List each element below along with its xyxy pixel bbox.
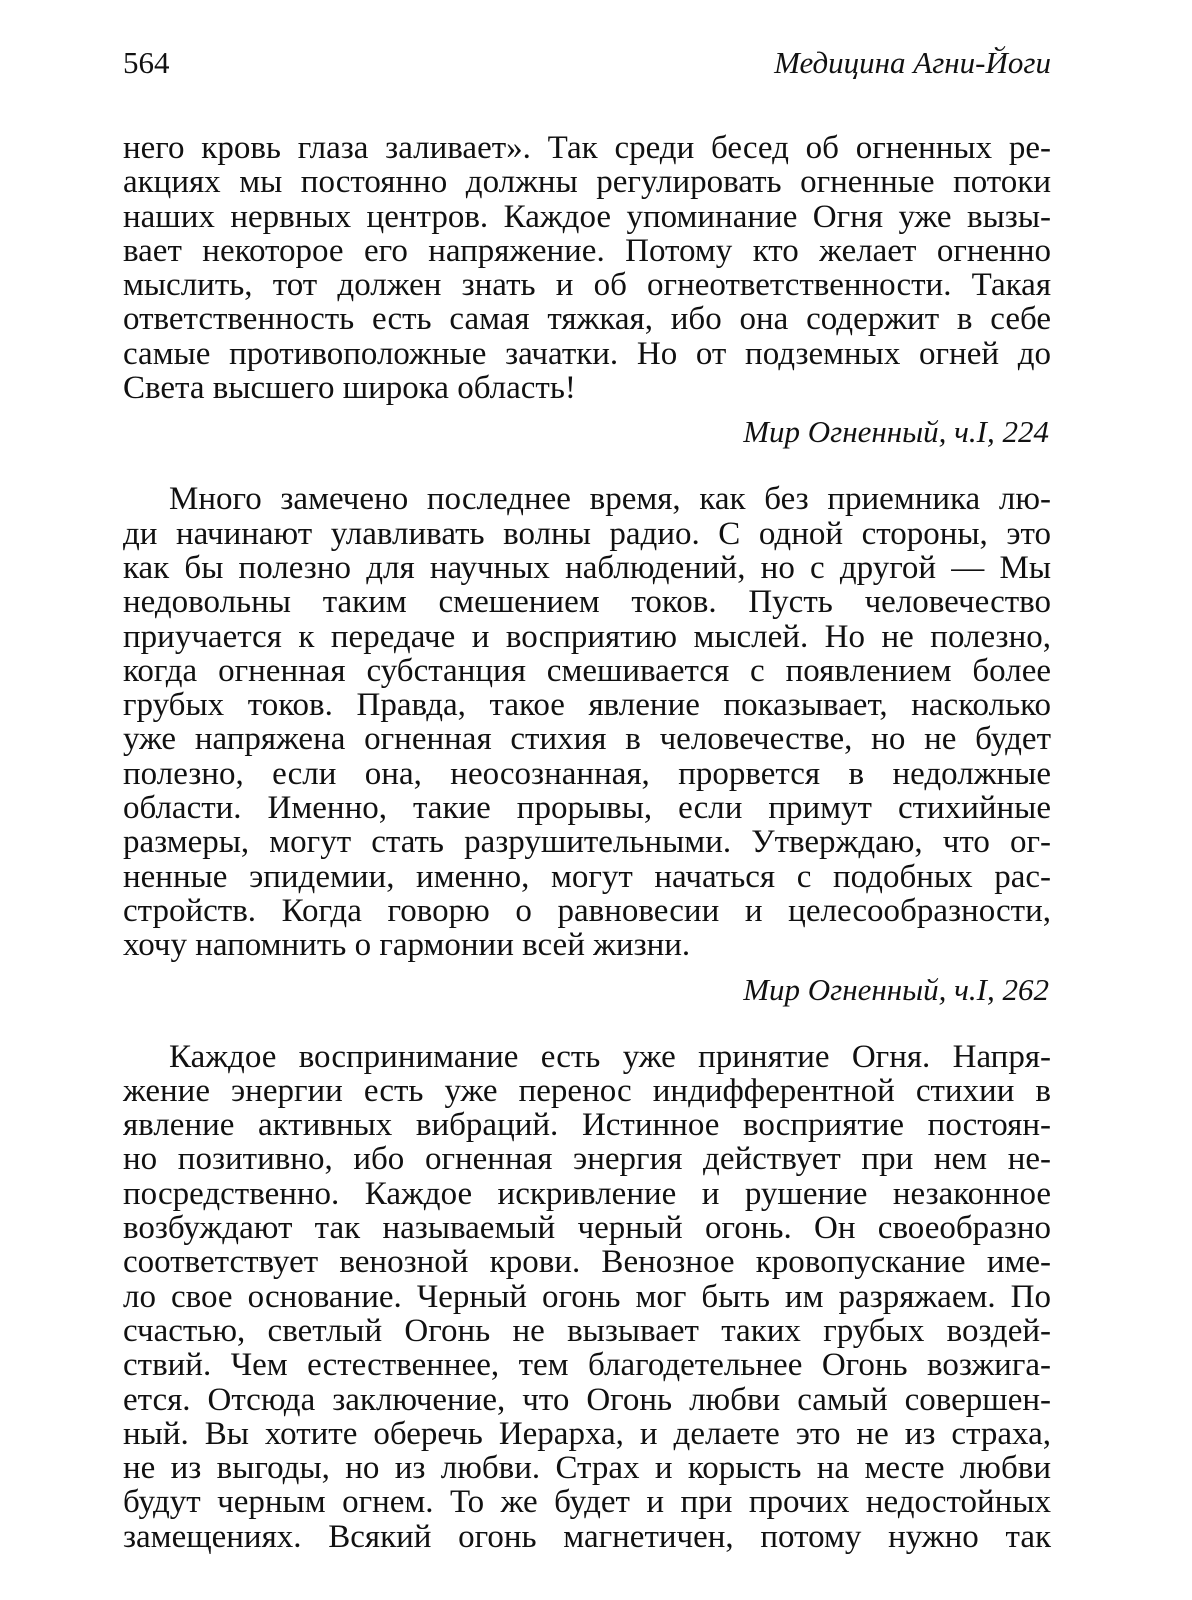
page-number: 564: [123, 45, 170, 80]
text-line: возбуждают так называемый черный огонь. Он своеобразно: [123, 1210, 1051, 1247]
source-citation: Мир Огненный, ч.I, 262: [743, 971, 1049, 1007]
source-citation: Мир Огненный, ч.I, 224: [743, 414, 1049, 450]
text-line: уже напряжена огненная стихия в человечестве, но не будет: [123, 721, 1051, 758]
text-line: будут черным огнем. То же будет и при прочих недостойных: [123, 1484, 1051, 1521]
text-line: самые противоположные зачатки. Но от подземных огней до: [123, 335, 1051, 372]
text-line: ответственность есть самая тяжкая, ибо она содержит в себе: [123, 301, 1051, 338]
text-line: Много замечено последнее время, как без приемника лю-: [169, 481, 1051, 518]
text-line: него кровь глаза заливает». Так среди бесед об огненных ре-: [123, 130, 1051, 166]
book-page: [123, 40, 1051, 1554]
text-line: ненные эпидемии, именно, могут начаться с подобных рас-: [123, 858, 1051, 895]
text-line: области. Именно, такие прорывы, если примут стихийные: [123, 790, 1051, 827]
text-line: полезно, если она, неосознанная, прорвется в недолжные: [123, 755, 1051, 792]
text-line: Света высшего широка область!: [123, 370, 576, 407]
paragraph-2: [123, 482, 1051, 1006]
text-line: хочу напомнить о гармонии всей жизни.: [123, 927, 691, 964]
text-line: стройств. Когда говорю о равновесии и целесообразности,: [123, 892, 1051, 929]
text-line: соответствует венозной крови. Венозное кровопускание име-: [123, 1244, 1051, 1281]
text-line: посредственно. Каждое искривление и рушение незаконное: [123, 1175, 1051, 1212]
text-line: счастью, светлый Огонь не вызывает таких грубых воздей-: [123, 1312, 1051, 1349]
text-line: ди начинают улавливать волны радио. С одной стороны, это: [123, 515, 1051, 552]
running-header: [123, 40, 1051, 86]
text-line: акциях мы постоянно должны регулировать огненные потоки: [123, 164, 1051, 201]
text-line: ствий. Чем естественнее, тем благодетельнее Огонь возжига-: [123, 1347, 1051, 1384]
text-line: мыслить, тот должен знать и об огнеответственности. Такая: [123, 267, 1051, 304]
text-line: ло свое основание. Черный огонь мог быть им разряжаем. По: [123, 1278, 1051, 1315]
text-line: но позитивно, ибо огненная энергия действует при нем не-: [123, 1141, 1051, 1178]
text-line: жение энергии есть уже перенос индифферентной стихии в: [123, 1072, 1051, 1109]
text-line: грубых токов. Правда, такое явление показывает, насколько: [123, 687, 1051, 724]
text-line: недовольны таким смешением токов. Пусть человечество: [123, 584, 1051, 621]
text-line: наших нервных центров. Каждое упоминание Огня уже вызы-: [123, 198, 1051, 235]
text-line: явление активных вибраций. Истинное восприятие постоян-: [123, 1107, 1051, 1144]
text-line: как бы полезно для научных наблюдений, но с другой — Мы: [123, 549, 1051, 586]
paragraph-1: [123, 131, 1051, 449]
text-line: размеры, могут стать разрушительными. Утверждаю, что ог-: [123, 824, 1051, 861]
text-line: вает некоторое его напряжение. Потому кто желает огненно: [123, 232, 1051, 269]
text-line: замещениях. Всякий огонь магнетичен, потому нужно так: [123, 1518, 1051, 1555]
book-title: Медицина Агни-Йоги: [774, 45, 1051, 80]
text-block: [123, 131, 1051, 1554]
text-line: Каждое воспринимание есть уже принятие Огня. Напря-: [169, 1038, 1051, 1075]
paragraph-3: [123, 1040, 1051, 1554]
text-line: не из выгоды, но из любви. Страх и корысть на месте любви: [123, 1450, 1051, 1487]
text-line: когда огненная субстанция смешивается с появлением более: [123, 652, 1051, 689]
text-line: приучается к передаче и восприятию мыслей. Но не полезно,: [123, 618, 1051, 655]
text-line: ный. Вы хотите оберечь Иерарха, и делаете это не из страха,: [123, 1415, 1051, 1452]
text-line: ется. Отсюда заключение, что Огонь любви самый совершен-: [123, 1381, 1051, 1418]
